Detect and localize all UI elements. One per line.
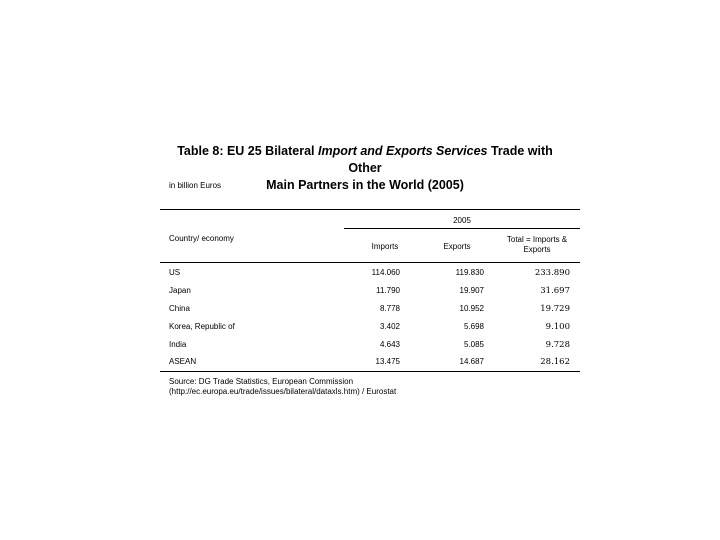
exports-cell: 119.830 xyxy=(455,268,484,277)
exports-cell: 10.952 xyxy=(459,304,484,313)
source-note xyxy=(169,377,396,397)
header-rule xyxy=(160,262,580,263)
imports-cell: 8.778 xyxy=(379,304,400,313)
table-row xyxy=(160,268,580,286)
imports-cell: 13.475 xyxy=(375,357,400,366)
header-total xyxy=(493,235,581,255)
country-cell: ASEAN xyxy=(169,357,197,366)
country-cell: Japan xyxy=(169,286,191,295)
header-year: 2005 xyxy=(453,216,471,225)
imports-cell: 4.643 xyxy=(379,340,400,349)
title-line2: Main Partners in the World (2005) xyxy=(266,178,464,192)
exports-cell: 14.687 xyxy=(459,357,484,366)
bottom-rule xyxy=(160,371,580,372)
table-row xyxy=(160,286,580,304)
table-title xyxy=(160,143,570,194)
exports-cell: 5.085 xyxy=(463,340,484,349)
total-cell: 31.697 xyxy=(540,286,570,296)
year-rule xyxy=(344,228,580,229)
country-cell: US xyxy=(169,268,181,277)
country-cell: India xyxy=(169,340,187,349)
exports-cell: 19.907 xyxy=(459,286,484,295)
total-cell: 19.729 xyxy=(540,304,570,314)
table-row xyxy=(160,304,580,322)
source-line2: (http://ec.europa.eu/trade/issues/bilateral/dataxls.htm) / Eurostat xyxy=(169,387,397,396)
table-row xyxy=(160,357,580,375)
title-italic: Import and Exports Services xyxy=(317,144,488,158)
imports-cell: 11.790 xyxy=(376,286,400,295)
header-imports: Imports xyxy=(371,242,399,251)
imports-cell: 114.060 xyxy=(371,268,400,277)
table-row xyxy=(160,322,580,340)
total-cell: 9.100 xyxy=(545,322,570,332)
title-part1: Table 8: EU 25 Bilateral xyxy=(177,144,318,158)
total-cell: 233.890 xyxy=(534,268,570,278)
header-exports: Exports xyxy=(443,242,471,251)
exports-cell: 5.698 xyxy=(463,322,484,331)
top-rule xyxy=(160,209,580,210)
header-total-line2: Exports xyxy=(523,245,551,254)
country-cell: China xyxy=(169,304,190,313)
country-cell: Korea, Republic of xyxy=(169,322,235,331)
total-cell: 9.728 xyxy=(545,340,570,350)
header-total-line1: Total = Imports & xyxy=(506,235,568,244)
header-country: Country/ economy xyxy=(169,234,234,243)
title-part2: Trade with Other xyxy=(348,144,553,175)
unit-label: in billion Euros xyxy=(169,181,222,190)
imports-cell: 3.402 xyxy=(379,322,400,331)
total-cell: 28.162 xyxy=(540,357,570,367)
table-row xyxy=(160,340,580,358)
source-line1: Source: DG Trade Statistics, European Commission xyxy=(169,377,354,386)
